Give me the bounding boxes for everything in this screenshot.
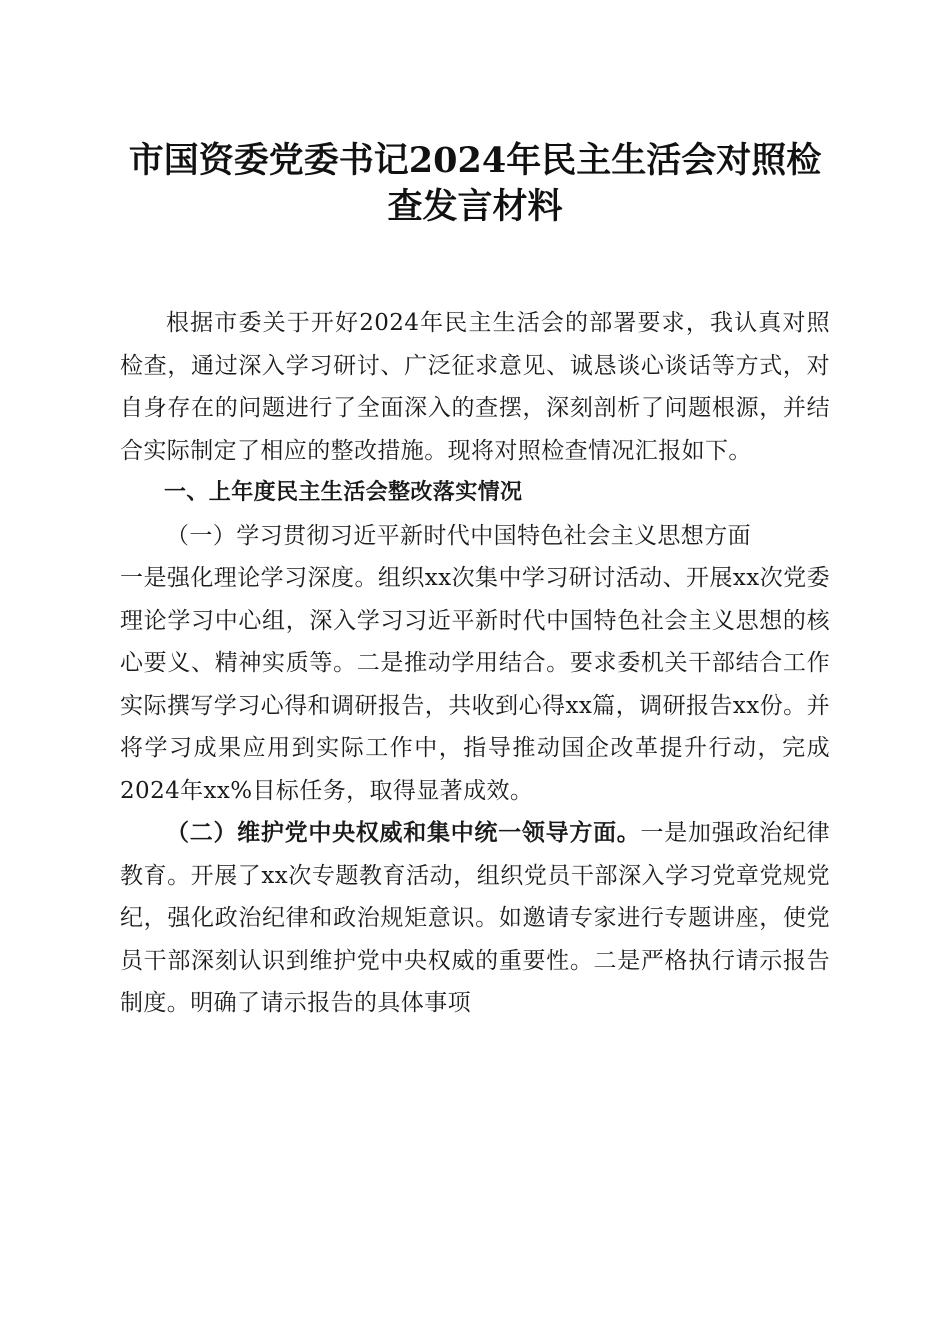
document-page [120, 138, 830, 1025]
subsection-2-heading: （二）维护党中央权威和集中统一领导方面。 [166, 819, 641, 846]
document-title [120, 138, 830, 230]
subsection-1-body: 一是强化理论学习深度。组织xx次集中学习研讨活动、开展xx次党委理论学习中心组，深入学习习近平新时代中国特色社会主义思想的核心要义、精神实质等。二是推动学用结合。要求委机关干部结合工作实际撰写学习心得和调研报告，共收到心得xx篇，调研报告xx份。并将学习成果应用到实际工作中，指导推动国企改革提升行动，完成2024年xx%目标任务，取得显著成效。 [120, 565, 830, 804]
subsection-2-body: 一是加强政治纪律教育。开展了xx次专题教育活动，组织党员干部深入学习党章党规党纪，强化政治纪律和政治规矩意识。如邀请专家进行专题讲座，使党员干部深刻认识到维护党中央权威的重要性。二是严格执行请示报告制度。明确了请示报告的具体事项 [120, 820, 831, 1016]
document-body [120, 302, 830, 1025]
subsection-1-heading: （一）学习贯彻习近平新时代中国特色社会主义思想方面 [166, 522, 751, 549]
intro-paragraph: 根据市委关于开好2024年民主生活会的部署要求，我认真对照检查，通过深入学习研讨、广泛征求意见、诚恳谈心谈话等方式，对自身存在的问题进行了全面深入的查摆，深刻剖析了问题根源，并结合实际制定了相应的整改措施。现将对照检查情况汇报如下。 [120, 310, 830, 464]
title-line-1: 市国资委党委书记2024年民主生活会对照检 [128, 140, 822, 181]
section-1-heading: 一、上年度民主生活会整改落实情况 [164, 480, 523, 505]
subsection-2-paragraph [120, 812, 830, 1025]
title-line-2: 查发言材料 [387, 186, 563, 227]
